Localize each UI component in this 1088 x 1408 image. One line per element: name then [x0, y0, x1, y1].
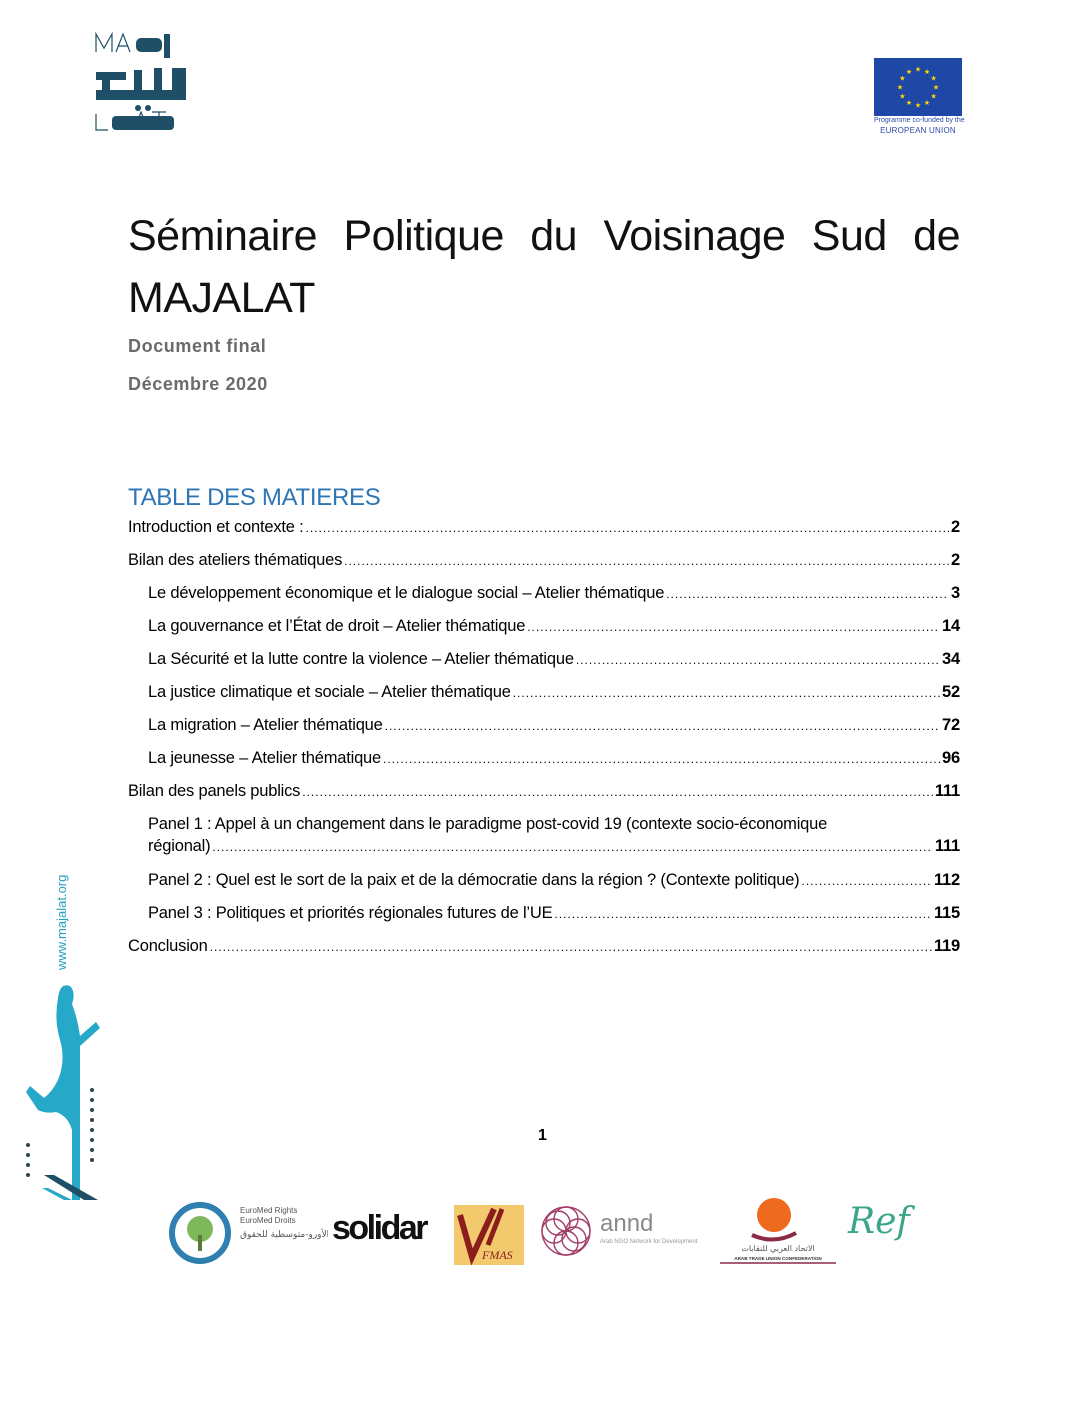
- toc-entry-page: 119: [933, 937, 960, 955]
- eu-star-icon: ★: [896, 84, 904, 92]
- toc-entry[interactable]: [128, 549, 960, 572]
- eu-caption-line2: EUROPEAN UNION: [880, 126, 956, 135]
- document-date: Décembre 2020: [128, 374, 268, 394]
- toc-leader-dots: [306, 517, 950, 539]
- toc-entry[interactable]: [148, 582, 960, 605]
- toc-leader-dots: [513, 682, 940, 704]
- toc-entry-page: 3: [951, 584, 960, 602]
- toc-leader-dots: [212, 836, 932, 858]
- ref-logo: [848, 1201, 920, 1276]
- toc-entry-text: La jeunesse – Atelier thématique: [148, 749, 382, 767]
- toc-leader-dots: [801, 870, 931, 892]
- solidar-logo: [332, 1209, 442, 1284]
- toc-entry-page: 14: [942, 617, 960, 635]
- toc-leader-dots: [302, 781, 933, 803]
- toc-heading: TABLE DES MATIERES: [128, 484, 381, 511]
- toc-entry-text: Panel 2 : Quel est le sort de la paix et de la démocratie dans la région ? (Contexte politique): [148, 871, 800, 889]
- eu-star-icon: ★: [923, 100, 931, 108]
- eu-star-icon: ★: [905, 100, 913, 108]
- toc-entry-text: Bilan des panels publics: [128, 782, 301, 800]
- toc-entry-text-line1: Panel 1 : Appel à un changement dans le paradigme post-covid 19 (contexte socio-économique: [148, 815, 828, 833]
- toc-entry-page: 2: [951, 551, 960, 569]
- toc-entry-page: 2: [951, 518, 960, 536]
- toc-entry-page: 111: [934, 837, 960, 855]
- eu-star-icon: ★: [930, 93, 937, 101]
- document-subtitle: Document final: [128, 336, 267, 356]
- toc-entry[interactable]: [148, 714, 960, 737]
- annd-sub: Arab NGO Network for Development: [600, 1239, 698, 1245]
- toc-entry-page: 111: [934, 782, 960, 800]
- eu-star-icon: ★: [923, 68, 931, 76]
- toc-entry[interactable]: [128, 780, 960, 803]
- euromed-line2: EuroMed Droits: [240, 1216, 296, 1225]
- toc-entry-text: Bilan des ateliers thématiques: [128, 551, 343, 569]
- arab-trade-union-confederation-logo: [716, 1195, 841, 1270]
- atuc-name: ARAB TRADE UNION CONFEDERATION: [734, 1256, 822, 1261]
- eu-star-icon: ★: [932, 84, 940, 92]
- side-dancer-graphic: [20, 980, 110, 1205]
- toc-entry-page: 115: [933, 904, 960, 922]
- euromed-line1: EuroMed Rights: [240, 1206, 298, 1215]
- eu-star-icon: ★: [914, 102, 922, 110]
- toc-entry-text: La gouvernance et l’État de droit – Atelier thématique: [148, 617, 526, 635]
- toc-entry[interactable]: [148, 902, 960, 925]
- eu-star-icon: ★: [914, 66, 922, 74]
- toc-entry-text: Conclusion: [128, 937, 208, 955]
- atuc-arabic: الاتحاد العربي للنقابات: [741, 1244, 815, 1253]
- toc-entry-text: La justice climatique et sociale – Atelier thématique: [148, 683, 511, 701]
- toc-entry-text: régional): [148, 837, 211, 855]
- toc-entry[interactable]: [148, 747, 960, 770]
- toc-entry-text: Introduction et contexte :: [128, 518, 304, 536]
- toc-leader-dots: [383, 748, 940, 770]
- toc-entry[interactable]: [148, 813, 960, 858]
- toc-leader-dots: [344, 550, 949, 572]
- euromed-arabic: الأورو-متوسطية للحقوق: [240, 1230, 328, 1240]
- eu-star-icon: ★: [905, 68, 913, 76]
- eu-flag-icon: [874, 58, 962, 116]
- toc-entry-page: 96: [942, 749, 960, 767]
- toc-leader-dots: [554, 903, 932, 925]
- eu-star-icon: ★: [930, 75, 937, 83]
- toc-entry[interactable]: [128, 935, 960, 958]
- toc-leader-dots: [527, 616, 940, 638]
- toc-leader-dots: [576, 649, 940, 671]
- toc-entry[interactable]: [128, 516, 960, 539]
- majalat-logo: [94, 32, 194, 132]
- toc-entry-text: La migration – Atelier thématique: [148, 716, 383, 734]
- eu-star-icon: ★: [899, 93, 906, 101]
- euromed-rights-logo: [168, 1195, 328, 1270]
- toc-leader-dots: [385, 715, 940, 737]
- toc-entry[interactable]: [148, 615, 960, 638]
- partner-logos: [160, 1195, 930, 1275]
- toc-entry-text: Le développement économique et le dialogue social – Atelier thématique: [148, 584, 665, 602]
- fmas-logo: [454, 1205, 524, 1265]
- toc-entry-page: 112: [933, 871, 960, 889]
- fmas-text: FMAS: [482, 1248, 513, 1262]
- toc-entry[interactable]: [148, 681, 960, 704]
- ref-wordmark: Ref: [848, 1201, 910, 1242]
- eu-caption-line1: Programme co-funded by the: [874, 117, 965, 124]
- eu-cofunded-logo: [874, 58, 965, 136]
- side-website-url[interactable]: www.majalat.org: [54, 874, 69, 970]
- page-number: 1: [538, 1127, 547, 1144]
- toc-entry-page: 34: [942, 650, 960, 668]
- toc-leader-dots: [210, 936, 932, 958]
- solidar-wordmark: solidar: [332, 1209, 426, 1247]
- toc-entry-page: 72: [942, 716, 960, 734]
- annd-logo: [538, 1195, 713, 1270]
- toc-entry[interactable]: [148, 869, 960, 892]
- toc-entry[interactable]: [148, 648, 960, 671]
- toc-entry-text: La Sécurité et la lutte contre la violence – Atelier thématique: [148, 650, 574, 668]
- document-title: Séminaire Politique du Voisinage Sud de MAJALAT: [128, 212, 960, 322]
- eu-star-icon: ★: [899, 75, 906, 83]
- annd-name: annd: [600, 1210, 654, 1237]
- toc-entry-page: 52: [942, 683, 960, 701]
- toc-entry-text: Panel 3 : Politiques et priorités régionales futures de l’UE: [148, 904, 553, 922]
- toc-leader-dots: [666, 583, 949, 605]
